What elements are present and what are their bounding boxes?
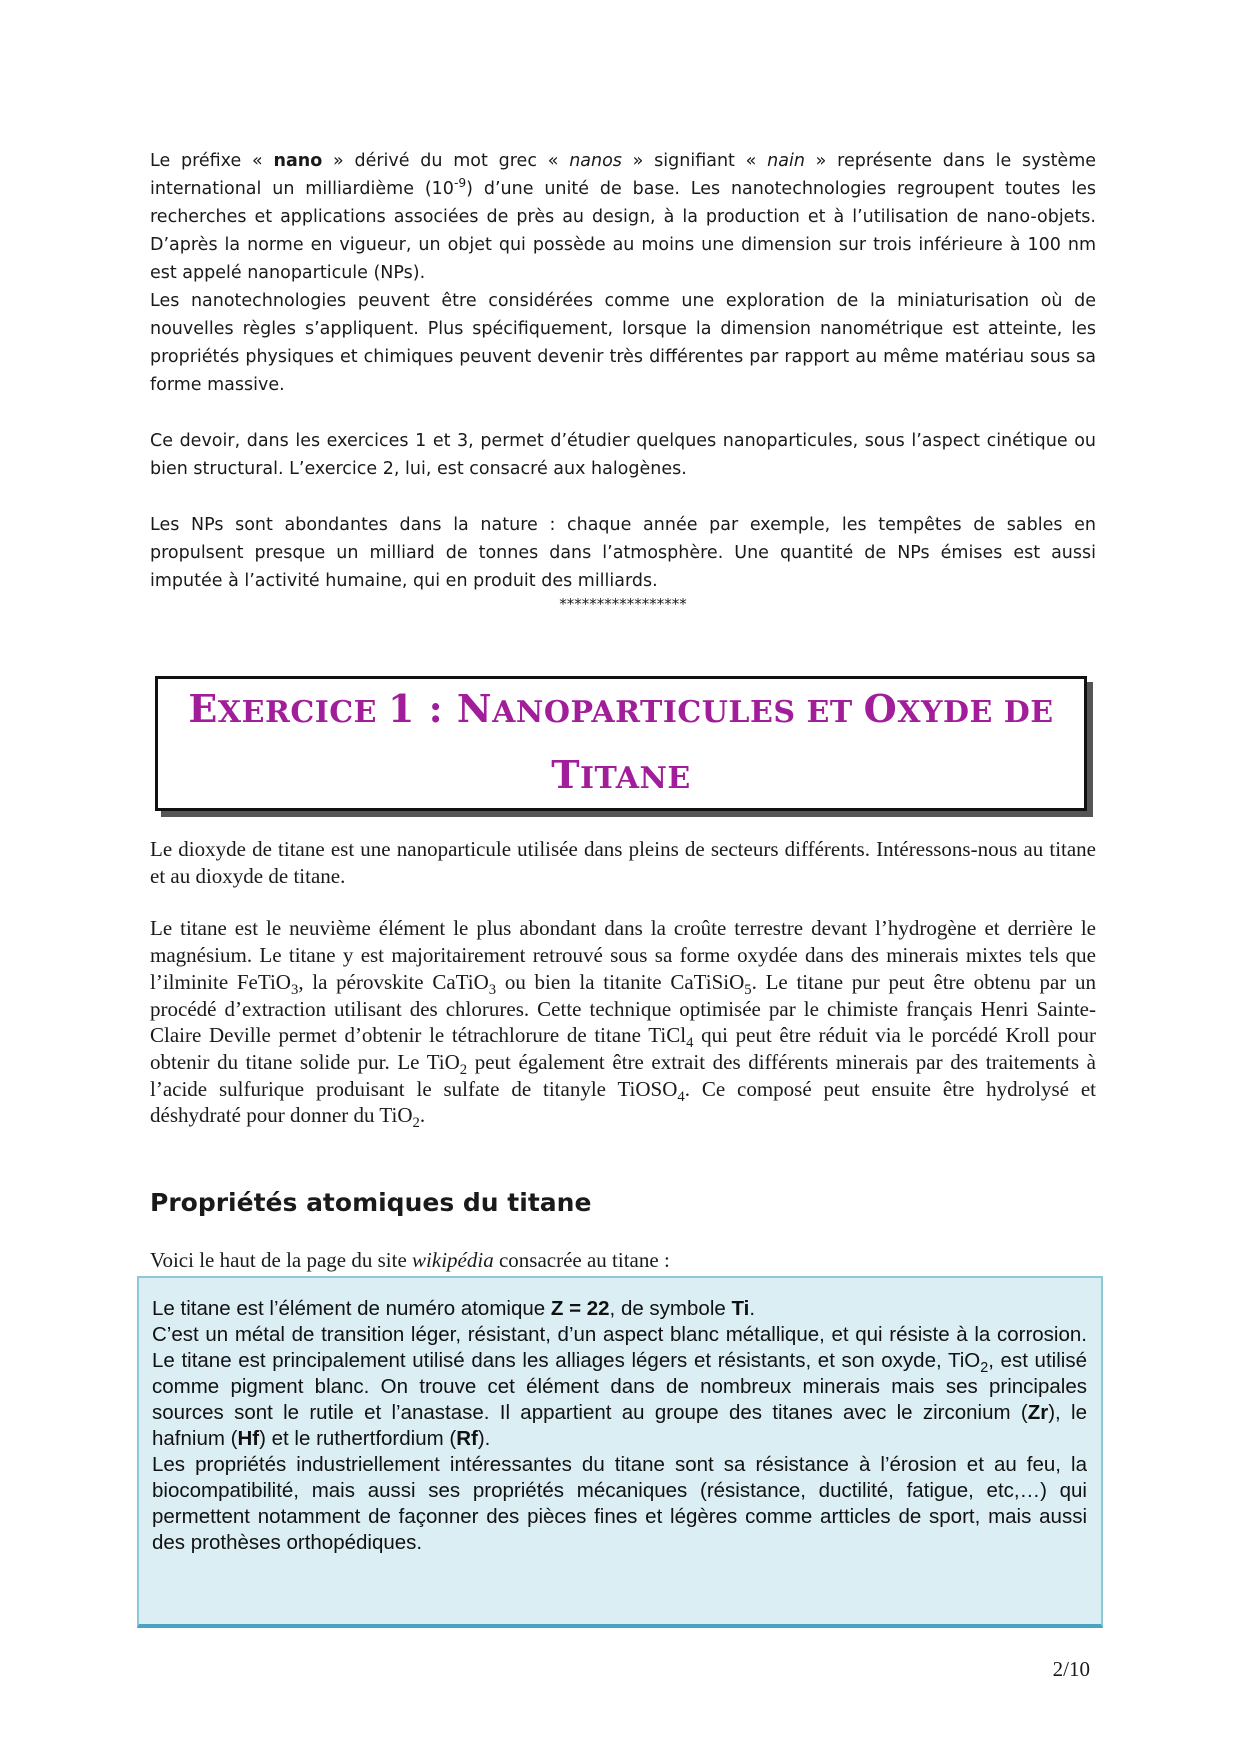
intro-paragraph-devoir: Ce devoir, dans les exercices 1 et 3, permet d’étudier quelques nanoparticules, sous l’aspect cinétique ou bien structural. L’exercice 2, lui, est consacré aux halogènes.: [150, 431, 1096, 479]
text: Voici le haut de la page du site: [150, 1248, 413, 1272]
title-text: ANOPARTICULES ET: [492, 694, 864, 730]
nanos-italic: nanos: [569, 151, 622, 171]
text: ou bien la titanite CaTiSiO: [496, 969, 745, 994]
text: consacrée au titane :: [493, 1248, 670, 1272]
symbol-zr: Zr: [1027, 1401, 1049, 1424]
title-cap: N: [456, 685, 493, 731]
element-symbol: Ti: [731, 1297, 750, 1320]
exercise-title: [188, 678, 1053, 810]
text: C’est un métal de transition léger, résistant, d’un aspect blanc métallique, et qui résiste à la corrosion. Le titane est principalement utilisé dans les alliages légers et résistants, et son oxyde, TiO: [152, 1323, 1087, 1372]
wikipedia-italic: wikipédia: [412, 1248, 494, 1272]
title-text: XYDE DE: [897, 694, 1054, 730]
exponent: -9: [453, 176, 467, 191]
text: ) d’une unité de base. Les nanotechnologies regroupent toutes les recherches et applications associées de près au design, à la production et à l’utilisation de nano-objets. D’après la norme en vigueur, un objet qui possède au moins une dimension sur trois inférieure à 100 nm est appelé nanoparticule (NPs).: [150, 179, 1097, 283]
wiki-line-atomic-number: [152, 1296, 1087, 1322]
text: Le titane est le neuvième élément le plus abondant dans la croûte terrestre devant l’hydrogène et derrière le magnésium. Le titane y est majoritairement retrouvé sous sa forme oxydée dans des minerais mixtes tels que l’ilminite FeTiO: [150, 916, 1096, 994]
text: Le préfixe «: [150, 151, 274, 171]
subscript: 2: [412, 1115, 420, 1132]
symbol-hf: Hf: [237, 1427, 260, 1450]
exercise-paragraph-intro: Le dioxyde de titane est une nanoparticule utilisée dans pleins de secteurs différents. Intéressons-nous au titane et au dioxyde de titane.: [150, 837, 1096, 888]
intro-section: [150, 147, 1096, 595]
nano-bold: nano: [273, 151, 323, 171]
text: .: [419, 1103, 426, 1128]
separator-stars: *****************: [559, 595, 687, 613]
page-number: 2/10: [1052, 1657, 1090, 1681]
atomic-number: Z = 22: [550, 1297, 610, 1320]
exercise-paragraph-titane: [150, 915, 1097, 1132]
wiki-intro-line: [150, 1248, 670, 1273]
text: Le titane est l’élément de numéro atomique: [152, 1297, 551, 1320]
text: , est utilisé comme pigment blanc. On trouve cet élément dans de nombreux minerais mais ses principales sources sont le rutile et l’anastase. Il appartient au groupe des titanes avec le zirconium (: [152, 1349, 1087, 1424]
subscript: 2: [980, 1360, 989, 1377]
symbol-rf: Rf: [456, 1427, 478, 1450]
text: . Ce composé peut ensuite être hydrolysé et déshydraté pour donner du TiO: [150, 1076, 1097, 1128]
title-text: XERCICE: [217, 694, 388, 730]
subscript: 3: [290, 982, 299, 998]
subscript: 4: [677, 1088, 685, 1105]
text: qui peut être réduit via le porcédé Kroll pour obtenir du titane solide pur. Le TiO: [150, 1023, 1096, 1074]
text: ).: [477, 1427, 491, 1450]
intro-paragraph-miniaturisation: Les nanotechnologies peuvent être considérées comme une exploration de la miniaturisation où de nouvelles règles s’appliquent. Plus spécifiquement, lorsque la dimension nanométrique est atteinte, les propriétés physiques et chimiques peuvent devenir très différentes par rapport au même matériau sous sa forme massive.: [150, 291, 1096, 395]
title-number: 1 :: [387, 685, 457, 731]
intro-paragraph-abondance: Les NPs sont abondantes dans la nature : chaque année par exemple, les tempêtes de sables en propulsent presque un milliard de tonnes dans l’atmosphère. Une quantité de NPs émises est aussi imputée à l’activité humaine, qui en produit des milliards.: [150, 515, 1096, 591]
intro-paragraph-nano: [150, 147, 1096, 287]
exercise-title-box: [155, 676, 1087, 811]
text: » représente dans le système international un milliardième (10: [150, 151, 1097, 199]
text: » signifiant «: [621, 151, 768, 171]
text: ), le hafnium (: [152, 1401, 1087, 1450]
text: peut également être extrait des différents minerais par des traitements à l’acide sulfurique produisant le sulfate de titanyle TiOSO: [150, 1049, 1096, 1101]
title-cap: E: [188, 685, 218, 731]
text: , la pérovskite CaTiO: [298, 969, 489, 994]
subscript: 5: [744, 982, 752, 998]
section-heading: Propriétés atomiques du titane: [150, 1188, 592, 1217]
title-text: ITANE: [579, 760, 691, 796]
wiki-paragraph-description: [152, 1322, 1087, 1452]
title-cap: T: [551, 751, 580, 797]
nain-italic: nain: [767, 151, 805, 171]
text: , de symbole: [609, 1297, 732, 1320]
subscript: 3: [488, 982, 497, 998]
title-cap: O: [863, 685, 898, 731]
exercise-body: [150, 836, 1097, 1132]
wiki-paragraph-properties: Les propriétés industriellement intéressantes du titane sont sa résistance à l’érosion et au feu, la biocompatibilité, mais aussi ses propriétés mécaniques (résistance, ductilité, fatigue, etc,…) qui permettent notamment de façonner des pièces fines et légères comme artticles de sport, mais aussi des prothèses orthopédiques.: [152, 1453, 1087, 1554]
text: ) et le ruthertfordium (: [259, 1427, 457, 1450]
wikipedia-excerpt-box: [137, 1276, 1103, 1628]
subscript: 4: [686, 1035, 694, 1052]
text: . Le titane pur peut être obtenu par un procédé d’extraction utilisant des chlorures. Cette technique optimisée par le chimiste français Henri Sainte-Claire Deville permet d’obtenir le tétrachlorure de titane TiCl: [150, 969, 1096, 1048]
subscript: 2: [459, 1062, 468, 1079]
text: .: [749, 1297, 756, 1320]
text: » dérivé du mot grec «: [322, 151, 570, 171]
